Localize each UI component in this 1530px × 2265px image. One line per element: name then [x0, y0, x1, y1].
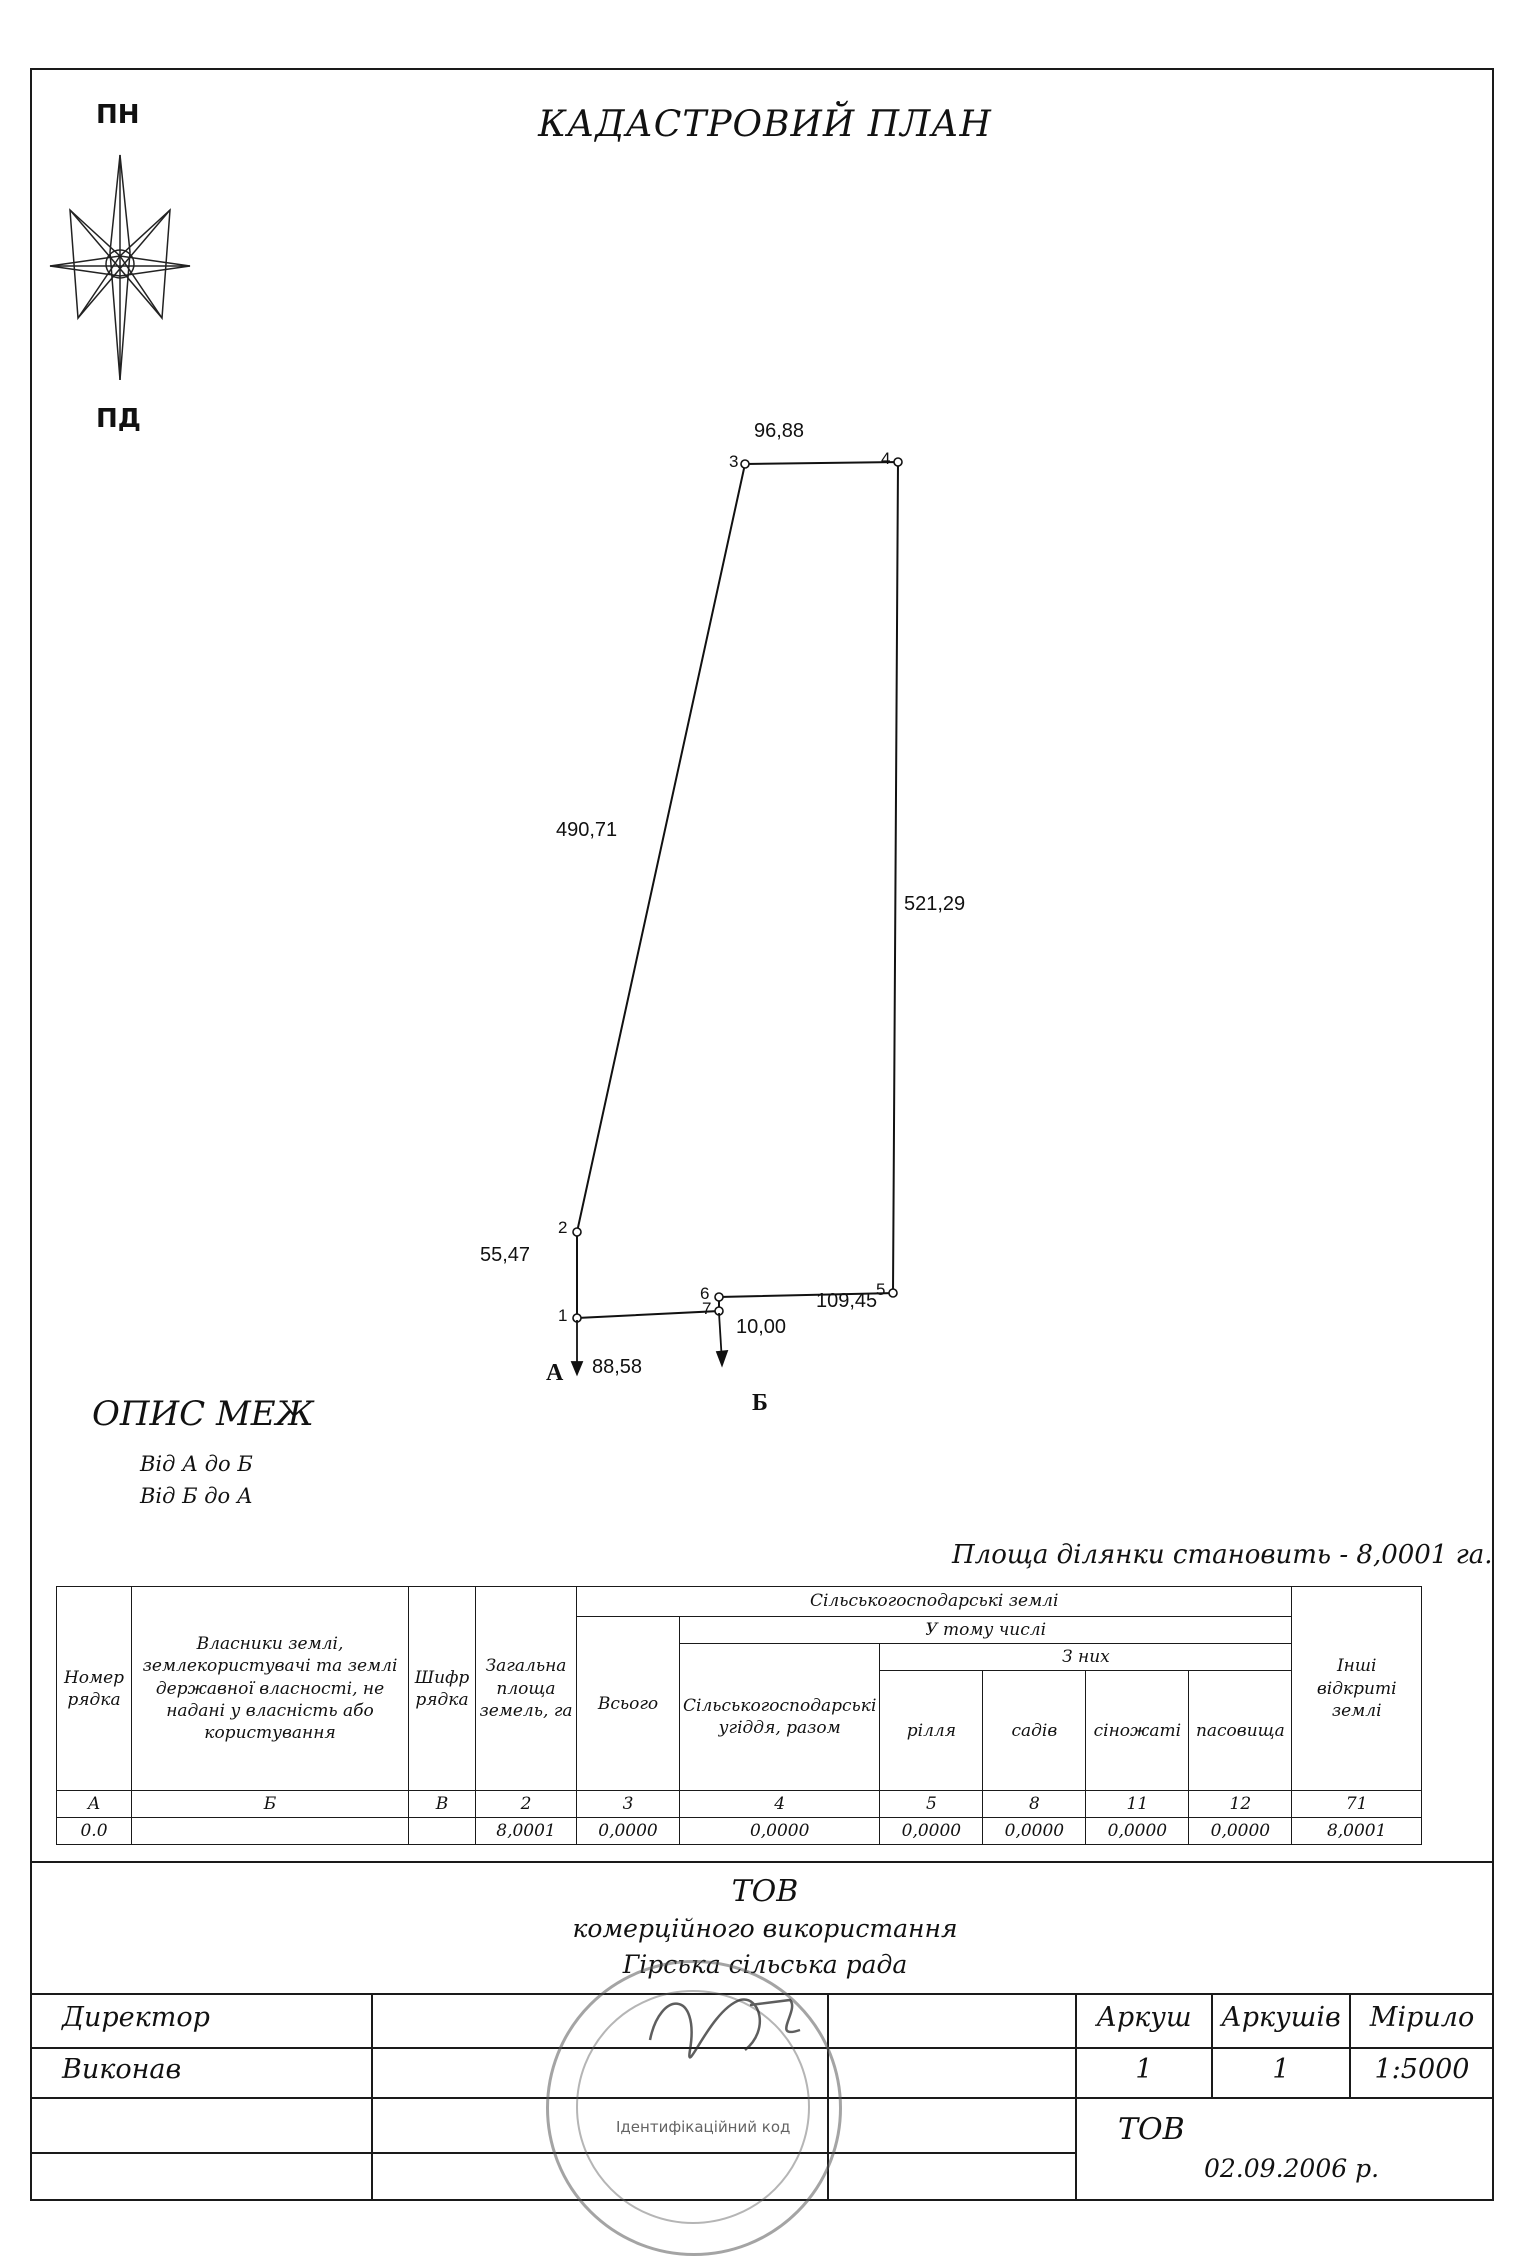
header-incl: У тому числі [680, 1617, 1292, 1644]
table-cell: 0,0000 [577, 1818, 680, 1845]
header-all: Всього [577, 1617, 680, 1791]
point-6-label: 6 [700, 1284, 710, 1303]
sheets-label: Аркушів [1221, 2002, 1341, 2033]
header-of-them: З них [880, 1644, 1292, 1671]
dimension-2-3: 490,71 [556, 819, 618, 841]
table-cell: 0,0000 [680, 1818, 880, 1845]
sheets-value: 1 [1272, 2054, 1290, 2085]
dimension-a: 88,58 [592, 1356, 643, 1378]
header-code: Шифр рядка [409, 1587, 476, 1791]
header-row-no: Номер рядка [57, 1587, 132, 1791]
header-hay: сіножаті [1086, 1671, 1189, 1791]
code-cell: 11 [1086, 1791, 1189, 1818]
code-cell: Б [132, 1791, 409, 1818]
boundary-item-2: Від Б до А [140, 1484, 253, 1508]
scale-value: 1:5000 [1374, 2054, 1470, 2085]
code-cell: 2 [476, 1791, 577, 1818]
table-cell: 0,0000 [1086, 1818, 1189, 1845]
header-agri-total: Сільськогосподарські угіддя, разом [680, 1644, 880, 1791]
code-cell: 12 [1189, 1791, 1292, 1818]
stamp-code-text: Ідентифікаційний код [616, 2118, 791, 2136]
company-label: ТОВ [1118, 2112, 1185, 2147]
dimension-4-5: 521,29 [904, 893, 966, 915]
table-cell: 8,0001 [1292, 1818, 1422, 1845]
scale-label: Мірило [1369, 2002, 1475, 2033]
table-cell: 0.0 [57, 1818, 132, 1845]
dimension-6-7: 10,00 [736, 1316, 787, 1338]
sheet-label: Аркуш [1096, 2002, 1192, 2033]
performer-label: Виконав [62, 2054, 182, 2085]
code-cell: 8 [983, 1791, 1086, 1818]
title-block-org: ТОВ [731, 1874, 799, 1909]
point-5-label: 5 [876, 1280, 886, 1299]
title-block-line2: комерційного використання [572, 1914, 958, 1943]
code-cell: 3 [577, 1791, 680, 1818]
table-cell: 8,0001 [476, 1818, 577, 1845]
header-owners: Власники землі, землекористувачі та землі державної власності, не надані у власність або користування [132, 1587, 409, 1791]
table-cell: 0,0000 [1189, 1818, 1292, 1845]
sheet-value: 1 [1135, 2054, 1153, 2085]
point-2-label: 2 [558, 1218, 568, 1237]
date-label: 02.09.2006 р. [1204, 2154, 1380, 2183]
code-cell: В [409, 1791, 476, 1818]
code-cell: 5 [880, 1791, 983, 1818]
table-cell: 0,0000 [983, 1818, 1086, 1845]
marker-b: Б [752, 1390, 768, 1416]
point-3-label: 3 [729, 452, 739, 471]
boundaries-heading: ОПИС МЕЖ [92, 1394, 314, 1434]
dimension-1-2: 55,47 [480, 1244, 531, 1266]
north-label: ПН [96, 100, 140, 130]
header-other: Інші відкриті землі [1292, 1587, 1422, 1791]
page-title: КАДАСТРОВИЙ ПЛАН [538, 104, 992, 145]
boundary-item-1: Від А до Б [140, 1452, 253, 1476]
dimension-3-4: 96,88 [754, 420, 805, 442]
point-4-label: 4 [881, 449, 891, 468]
header-total-area: Загальна площа земель, га [476, 1587, 577, 1791]
dimension-5-6: 109,45 [816, 1290, 878, 1312]
code-cell: А [57, 1791, 132, 1818]
south-label: ПД [96, 404, 141, 434]
area-statement: Площа ділянки становить - 8,0001 га. [952, 1540, 1493, 1570]
code-cell: 4 [680, 1791, 880, 1818]
code-cell: 71 [1292, 1791, 1422, 1818]
point-7-label: 7 [702, 1299, 712, 1318]
table-cell: 0,0000 [880, 1818, 983, 1845]
title-block-line3: Гірська сільська рада [622, 1950, 908, 1979]
point-1-label: 1 [558, 1306, 568, 1325]
director-label: Директор [62, 2002, 210, 2033]
marker-a: А [546, 1360, 564, 1386]
header-gardens: садів [983, 1671, 1086, 1791]
header-arable: рілля [880, 1671, 983, 1791]
header-agri: Сільськогосподарські землі [577, 1587, 1292, 1617]
header-pasture: пасовища [1189, 1671, 1292, 1791]
